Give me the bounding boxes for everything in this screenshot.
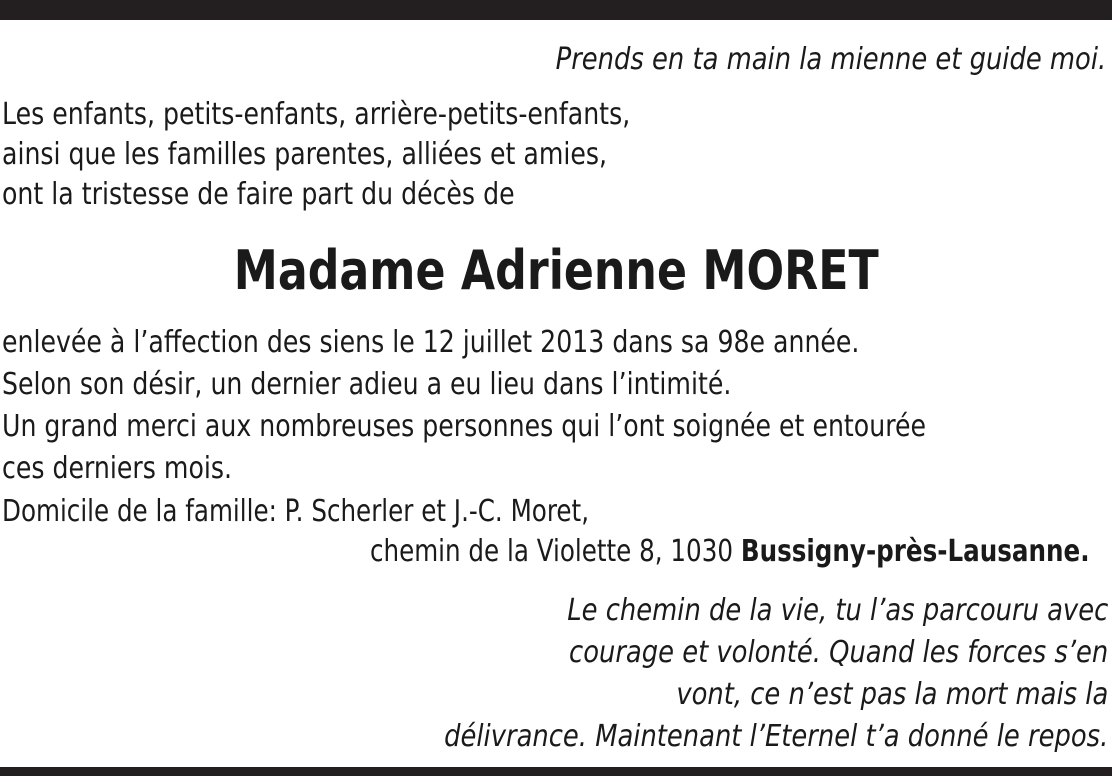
intro-line: Les enfants, petits-enfants, arrière-petits-enfants, (2, 97, 631, 132)
poem-line: délivrance. Maintenant l’Eternel t’a donné le repos. (443, 719, 1108, 754)
intro-line: ont la tristesse de faire part du décès de (2, 177, 515, 212)
epigraph: Prends en ta main la mienne et guide moi. (555, 42, 1106, 77)
notice-body (2, 322, 926, 490)
address-city: Bussigny-près-Lausanne. (741, 534, 1090, 569)
body-line: Un grand merci aux nombreuses personnes qui l’ont soignée et entourée (2, 409, 927, 444)
body-line: ces derniers mois. (2, 451, 233, 486)
domicile-line: Domicile de la famille: P. Scherler et J.-C. Moret, (2, 494, 590, 529)
poem-line: Le chemin de la vie, tu l’as parcouru avec (567, 593, 1108, 628)
address-street: chemin de la Violette 8, 1030 (370, 534, 742, 569)
domicile-address (370, 532, 1090, 572)
top-border-rule (0, 0, 1112, 20)
deceased-name: Madame Adrienne MORET (233, 239, 879, 302)
closing-poem (444, 590, 1108, 758)
body-line: Selon son désir, un dernier adieu a eu lieu dans l’intimité. (2, 367, 732, 402)
bottom-border-rule (0, 767, 1112, 776)
deceased-name-heading (0, 236, 1112, 306)
poem-line: courage et volonté. Quand les forces s’en (568, 635, 1108, 670)
poem-line: vont, ce n’est pas la mort mais la (676, 677, 1108, 712)
body-line: enlevée à l’affection des siens le 12 juillet 2013 dans sa 98e année. (2, 325, 860, 360)
intro-paragraph (2, 95, 630, 215)
intro-line: ainsi que les familles parentes, alliées et amies, (2, 137, 608, 172)
